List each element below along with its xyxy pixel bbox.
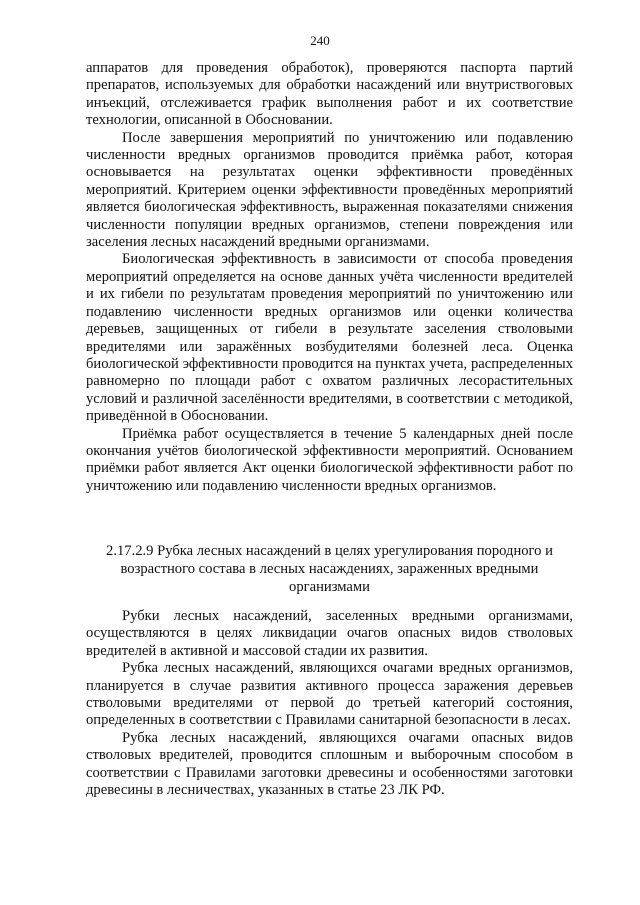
paragraph: Рубка лесных насаждений, являющихся очагами опасных видов стволовых вредителей, проводится сплошным и выборочным способом в соответствии с Правилами заготовки древесины и особенностями заготовки древесины в лесничествах, указанных в статье 23 ЛК РФ. (86, 729, 573, 799)
bottom-text-block (86, 608, 573, 799)
paragraph: Биологическая эффективность в зависимости от способа проведения мероприятий определяется на основе данных учёта численности вредителей и их гибели по результатам проведения мероприятий по уничтожению или подавлению численности вредных организмов или оценки количества деревьев, защищенных от гибели в результате заселения стволовыми вредителями или заражённых возбудителями болезней леса. Оценка биологической эффективности проводится на пунктах учета, распределенных равномерно по площади работ с охватом различных лесорастительных условий и различной заселённости вредителями, в соответствии с методикой, приведённой в Обосновании. (86, 251, 573, 425)
paragraph: Приёмка работ осуществляется в течение 5 календарных дней после окончания учётов биологической эффективности мероприятий. Основанием приёмки работ является Акт оценки биологической эффективности работ по уничтожению или подавлению численности вредных организмов. (86, 425, 573, 494)
paragraph: Рубка лесных насаждений, являющихся очагами вредных организмов, планируется в случае развития активного процесса заражения деревьев стволовыми вредителями от первой до третьей категорий состояния, определенных в соответствии с Правилами санитарной безопасности в лесах. (86, 660, 573, 729)
page-number: 240 (310, 33, 330, 48)
paragraph: аппаратов для проведения обработок), проверяются паспорта партий препаратов, используемых для обработки насаждений или внутриствоговых инъекций, отслеживается график выполнения работ и их соответствие технологии, описанной в Обосновании. (86, 60, 573, 129)
section-heading: 2.17.2.9 Рубка лесных насаждений в целях урегулирования породного и возрастного состава в лесных насаждениях, зараженных вредными организмами (106, 543, 553, 595)
paragraph: После завершения мероприятий по уничтожению или подавлению численности вредных организмов проводится приёмка работ, которая основывается на результатах оценки эффективности проведённых мероприятий. Критерием оценки эффективности проведённых мероприятий является биологическая эффективность, выраженная показателями снижения численности популяции вредных организмов, степени повреждения или заселения лесных насаждений вредными организмами. (86, 129, 573, 251)
paragraph: Рубки лесных насаждений, заселенных вредными организмами, осуществляются в целях ликвидации очагов опасных видов стволовых вредителей в активной и массовой стадии их развития. (86, 608, 573, 659)
top-text-block (86, 60, 573, 495)
